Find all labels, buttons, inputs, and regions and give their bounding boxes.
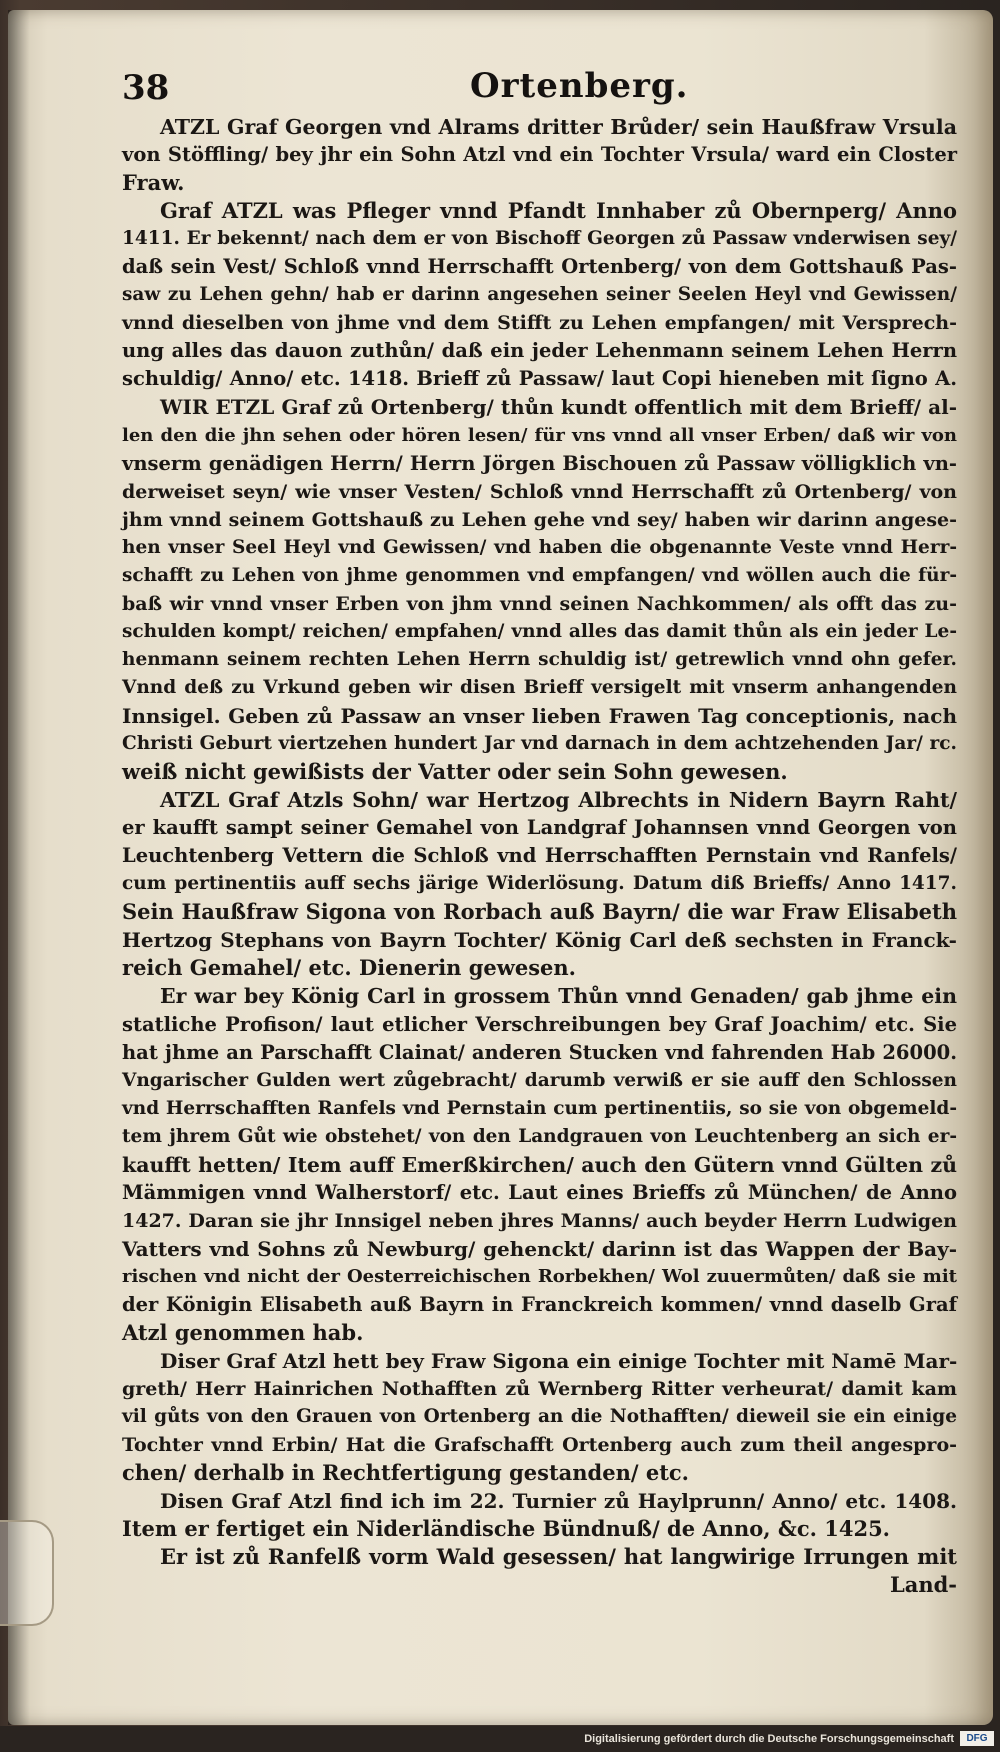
text-line: vnd Herrschafften Ranfels vnd Pernstain cum pertinentiis, so sie von obgemeld- <box>122 1097 957 1119</box>
text-line: Christi Geburt viertzehen hundert Jar vnd darnach in dem achtzehenden Jar/ rc. <box>122 733 957 755</box>
text-line: Innsigel. Geben zů Passaw an vnser lieben Frawen Tag conceptionis, nach <box>122 703 957 728</box>
text-line: hat jhme an Parschafft Clainat/ anderen Stucken vnd fahrenden Hab 26000. <box>122 1040 957 1064</box>
text-line: Sein Haußfraw Sigona von Rorbach auß Bayrn/ die war Fraw Elisabeth <box>122 899 957 925</box>
text-line: vil gůts von den Grauen von Ortenberg an die Nothafften/ dieweil sie ein einige <box>122 1406 957 1428</box>
text-line: ATZL Graf Georgen vnd Alrams dritter Brůder/ sein Haußfraw Vrsula <box>160 115 957 139</box>
text-line: chen/ derhalb in Rechtfertigung gestanden/ etc. <box>122 1460 689 1486</box>
text-line: jhm vnnd seinem Gottshauß zu Lehen gehe vnd sey/ haben wir darinn angese- <box>122 508 957 531</box>
text-line: der Königin Elisabeth auß Bayrn in Franckreich kommen/ vnnd daselb Graf <box>122 1292 957 1316</box>
text-line: er kaufft sampt seiner Gemahel von Landgraf Johannsen vnnd Georgen von <box>122 816 957 840</box>
text-line: ung alles das dauon zuthůn/ daß ein jeder Lehenmann seinem Lehen Herrn <box>122 339 957 363</box>
text-line: WIR ETZL Graf zů Ortenberg/ thůn kundt offentlich mit dem Brieff/ al- <box>160 395 957 420</box>
text-line: daß sein Vest/ Schloß vnnd Herrschafft Ortenberg/ von dem Gottshauß Pas- <box>122 255 957 279</box>
text-line: Land- <box>889 1572 957 1598</box>
text-line: 1427. Daran sie jhr Innsigel neben jhres Manns/ auch beyder Herrn Ludwigen <box>122 1209 957 1232</box>
text-line: Er ist zů Ranfelß vorm Wald gesessen/ hat langwirige Irrungen mit <box>160 1544 957 1570</box>
text-line: Disen Graf Atzl find ich im 22. Turnier zů Haylprunn/ Anno/ etc. 1408. <box>160 1489 957 1514</box>
running-head: Ortenberg. <box>470 66 689 106</box>
dfg-logo: DFG <box>960 1731 994 1746</box>
page-tab-marker <box>0 1520 54 1626</box>
text-line: von Stöffling/ bey jhr ein Sohn Atzl vnd ein Tochter Vrsula/ ward ein Closter <box>122 143 957 167</box>
text-line: schafft zu Lehen von jhme genommen vnd empfangen/ vnd wöllen auch die für- <box>122 564 957 586</box>
text-line: Tochter vnnd Erbin/ Hat die Grafschafft Ortenberg auch zum theil angespro- <box>122 1434 957 1457</box>
body-text <box>122 113 957 1599</box>
text-line: schulden kompt/ reichen/ empfahen/ vnnd alles das damit thůn als ein jeder Le- <box>122 620 957 642</box>
text-line: greth/ Herr Hainrichen Nothafften zů Wernberg Ritter verheurat/ damit kam <box>122 1378 957 1401</box>
text-line: Fraw. <box>122 170 185 196</box>
text-line: statliche Profison/ laut etlicher Verschreibungen bey Graf Joachim/ etc. Sie <box>122 1012 957 1036</box>
text-line: Item er fertiget ein Niderländische Bündnuß/ de Anno, &c. 1425. <box>122 1516 890 1542</box>
text-line: reich Gemahel/ etc. Dienerin gewesen. <box>122 955 576 981</box>
text-line: 1411. Er bekennt/ nach dem er von Bischoff Georgen zů Passaw vnderwisen sey/ <box>122 228 957 250</box>
text-line: Er war bey König Carl in grossem Thůn vnnd Genaden/ gab jhme ein <box>160 984 957 1009</box>
spine-shadow <box>8 10 30 1725</box>
text-line: vnserm genädigen Herrn/ Herrn Jörgen Bischouen zů Passaw völligklich vn- <box>122 451 957 475</box>
text-line: Graf ATZL was Pfleger vnnd Pfandt Innhaber zů Obernperg/ Anno <box>160 198 957 224</box>
text-line: len den die jhn sehen oder hören lesen/ für vns vnnd all vnser Erben/ daß wir von <box>122 424 957 446</box>
text-line: schuldig/ Anno/ etc. 1418. Brieff zů Passaw/ laut Copi hieneben mit ſigno A. <box>122 367 957 391</box>
text-line: saw zu Lehen gehn/ hab er darinn angesehen seiner Seelen Heyl vnd Gewissen/ <box>122 284 957 306</box>
page-number: 38 <box>122 68 170 108</box>
text-line: Atzl genommen hab. <box>122 1320 364 1346</box>
text-line: baß wir vnnd vnser Erben von jhm vnnd seinen Nachkommen/ als offt das zu- <box>122 592 957 615</box>
text-line: henmann seinem rechten Lehen Herrn schuldig ist/ getrewlich vnnd ohn gefer. <box>122 648 957 670</box>
text-line: Hertzog Stephans von Bayrn Tochter/ König Carl deß sechsten in Franck- <box>122 928 957 953</box>
text-line: derweiset seyn/ wie vnser Vesten/ Schloß vnnd Herrschafft zů Ortenberg/ von <box>122 480 957 503</box>
text-line: Vatters vnd Sohns zů Newburg/ gehenckt/ darinn ist das Wappen der Bay- <box>122 1236 957 1261</box>
text-line: Mämmigen vnnd Walherstorf/ etc. Laut eines Brieffs zů München/ de Anno <box>122 1180 957 1204</box>
text-line: Vngarischer Gulden wert zůgebracht/ darumb verwiß er sie auff den Schlossen <box>122 1069 957 1091</box>
digitization-credit: Digitalisierung gefördert durch die Deutsche Forschungsgemeinschaft <box>584 1733 954 1745</box>
text-line: Vnnd deß zu Vrkund geben wir disen Brieff versigelt mit vnserm anhangenden <box>122 676 957 698</box>
text-line: ATZL Graf Atzls Sohn/ war Hertzog Albrechts in Nidern Bayrn Raht/ <box>160 788 957 813</box>
text-line: cum pertinentiis auff sechs järige Widerlösung. Datum diß Brieffs/ Anno 1417. <box>122 873 957 895</box>
text-line: tem jhrem Gůt wie obstehet/ von den Landgrauen von Leuchtenberg an sich er- <box>122 1125 957 1147</box>
text-line: Leuchtenberg Vettern die Schloß vnd Herrschafften Pernstain vnd Ranfels/ <box>122 844 957 868</box>
text-line: kaufft hetten/ Item auff Emerßkirchen/ auch den Gütern vnnd Gülten zů <box>122 1152 957 1177</box>
text-line: vnnd dieselben von jhme vnd dem Stifft zu Lehen empfangen/ mit Versprech- <box>122 312 957 335</box>
text-line: rischen vnd nicht der Oesterreichischen Rorbekhen/ Wol zuuermůten/ daß sie mit <box>122 1265 957 1287</box>
text-line: Diser Graf Atzl hett bey Fraw Sigona ein einige Tochter mit Namē Mar- <box>160 1349 958 1374</box>
text-line: hen vnser Seel Heyl vnd Gewissen/ vnd haben die obgenannte Veste vnnd Herr- <box>122 536 957 558</box>
text-line: weiß nicht gewißists der Vatter oder sein Sohn gewesen. <box>122 759 788 785</box>
